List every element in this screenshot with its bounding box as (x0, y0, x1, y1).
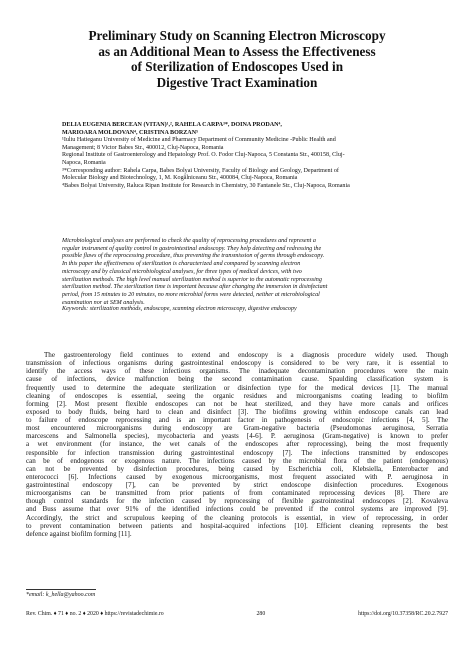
body-line: defence against biofilm forming [11]. (26, 529, 132, 538)
affiliation-line: ⁴Babes Bolyai University, Raluca Ripan Institute for Research in Chemistry, 30 Fantanele Str., Cluj-Napoca, Romania (62, 182, 350, 189)
affiliation-line: Napoca, Romania (62, 159, 106, 166)
body-line: cleaning of endoscopes is essential, seeing the organic residues and microorganisms coating leading to biofilm (26, 391, 448, 400)
affiliation-line: Management; 8 Victor Babes Str., 400012, Cluj-Napoca, Romania (62, 144, 224, 151)
affiliation-line: ³*Corresponding author: Rahela Carpa, Babes Bolyai University, Faculty of Biology and Geology, Department of (62, 167, 339, 174)
body-line: Accordingly, the strict and scrupulous keeping of the cleaning protocols is essential, in view of reprocessing, in order (26, 513, 448, 522)
body-text (26, 351, 448, 538)
body-line: transmission of infectious organisms during gastrointestinal endoscopy is considered to be very rare, it is essential to (26, 359, 448, 368)
doi-link[interactable]: https://doi.org/10.37358/RC.20.2.7927 (358, 611, 448, 617)
body-line: most encountered microorganisms during endoscopy are Gram-negative bacteria (Pseudomonas aeruginosa, Serratia (26, 424, 448, 433)
paper-title (40, 28, 434, 90)
title-line: of Sterilization of Endoscopes Used in (130, 59, 344, 75)
abstract-line: In this paper the effectiveness of sterilization is characterized and compared by scanning electron (62, 261, 301, 268)
body-line: though control standards for the infection caused by reprocessing of flexible gastrointestinal endoscopes [2]. Kovaleva (26, 497, 448, 506)
body-line: to prevent contamination between patients and hospital-acquired infections [10]. Efficient cleaning represents the best (26, 521, 448, 530)
authors-line: MARIOARA MOLDOVAN⁴, CRISTINA BORZAN⁵ (62, 129, 198, 136)
abstract-line: Microbiological analyses are performed to check the quality of reprocessing procedures and represent a (62, 238, 316, 244)
body-line: to failure of endoscope reprocessing and is an important factor in pathogenesis of endoscopic infections [4, 5]. The (26, 416, 448, 424)
body-line: The gastroenterology field continues to extend and endoscopy is a diagnosis procedure widely used. Though (44, 351, 448, 359)
affiliation-line: Regional Institute of Gastroenterology and Hepatology Prof. O. Fodor Cluj-Napoca, 5 Constanta Str., 400158, Cluj- (62, 152, 345, 159)
front-matter (62, 122, 414, 190)
body-line: a wet environment (for instance, the wet canals of the endoscopes after reprocessing), being the most frequently (26, 440, 448, 449)
affiliation-line: Molecular Biology and Biotechnology, 1, M. Kogălniceanu Str., 400084, Cluj-Napoca, Romania (62, 175, 298, 182)
title-line: Digestive Tract Examination (156, 74, 318, 90)
journal-citation: Rev. Chim. ♦ 71 ♦ no. 2 ♦ 2020 ♦ https://revistadechimie.ro (26, 611, 164, 617)
body-line: exposed to body fluids, being hard to clean and disinfect [3]. The biofilms growing within endoscope canals can lead (26, 407, 448, 416)
body-line: marcescens and Salmonella species), mycobacteria and yeasts [4-6]. P. aeruginosa (Gram-negative) is known to prefer (26, 432, 448, 441)
title-line: as an Additional Mean to Assess the Effectiveness (98, 43, 376, 59)
body-line: microorganisms can be transmitted from prior patients of from contaminated reprocessing devices [8]. There are (26, 489, 448, 498)
title-line: Preliminary Study on Scanning Electron Microscopy (88, 28, 386, 43)
body-line: forming [2]. Most present flexible endoscopes can not be heat sterilized, and they have more canals and orifices (26, 399, 448, 408)
abstract-line: sterilization methods. The high level manual sterilization method is superior to the automatic reprocessing (62, 276, 322, 283)
affiliation-line: ¹Iuliu Hatieganu University of Medicine and Pharmacy Department of Community Medicine -Public Health and (62, 137, 336, 144)
body-line: can not be prevented by disinfection procedures, being caused by Escherichia coli, Klebsiella, Enterobacter and (26, 464, 448, 473)
page-number: 280 (256, 611, 266, 617)
abstract-line: microscopy and by classical microbiological analyses, for three types of medical devices, with two (62, 268, 302, 275)
corresponding-email: *email: k_hella@yahoo.com (26, 592, 96, 598)
body-line: responsible for infection transmission during gastrointestinal endoscopy [7]. The infections transmitted by endoscopes (26, 448, 448, 457)
body-line: cause of infections, device malfunction being the second contamination cause. Spaulding classification system is (26, 375, 448, 384)
body-line: enterococci [6]. Infections caused by exogenous microorganisms, most frequent associated with P. aeruginosa in (26, 472, 448, 481)
abstract (62, 238, 414, 307)
abstract-line: period, from 15 minutes to 20 minutes, no more microbial forms were detected, neither at microbiological (62, 291, 320, 298)
abstract-line: examination nor at SEM analysis. (62, 299, 145, 306)
footnote-divider (26, 589, 96, 590)
body-line: gastrointestinal endoscopy [7], can be prevented by strict endoscope disinfection procedures. Exogenous (26, 481, 448, 489)
keywords: Keywords: sterilization methods, endoscope, scanning electron microscopy, digestive endoscopy (62, 306, 297, 312)
body-line: can be of endogenous or exogenous nature. The infections caused by the microbial flora of the patient (endogenous) (26, 456, 448, 465)
page-footer (26, 611, 448, 617)
authors-line: DELIA EUGENIA BERCEAN (VITAN)¹,², RAHELA CARPA³*, DOINA PRODAN⁴, (62, 122, 282, 128)
abstract-line: regular instrument of quality control in gastrointestinal endoscopy. They help detecting and redressing the (62, 245, 322, 252)
abstract-line: sterilization method. The sterilization time is important because after changing the immersion in disinfectant (62, 284, 328, 291)
body-line: and Buss assume that over 91% of the identified infections could be prevented if the control systems are improved [9]. (26, 505, 448, 514)
body-line: frequently used to determine the adequate sterilization or disinfection type for the medical devices [1]. The manual (26, 383, 448, 392)
body-line: identify the access ways of these infectious organisms. The inadequate decontamination procedures were the main (26, 367, 448, 376)
abstract-line: possible flaws of the reprocessing procedure, thus preventing the transmission of germs through endoscopy. (62, 253, 325, 260)
